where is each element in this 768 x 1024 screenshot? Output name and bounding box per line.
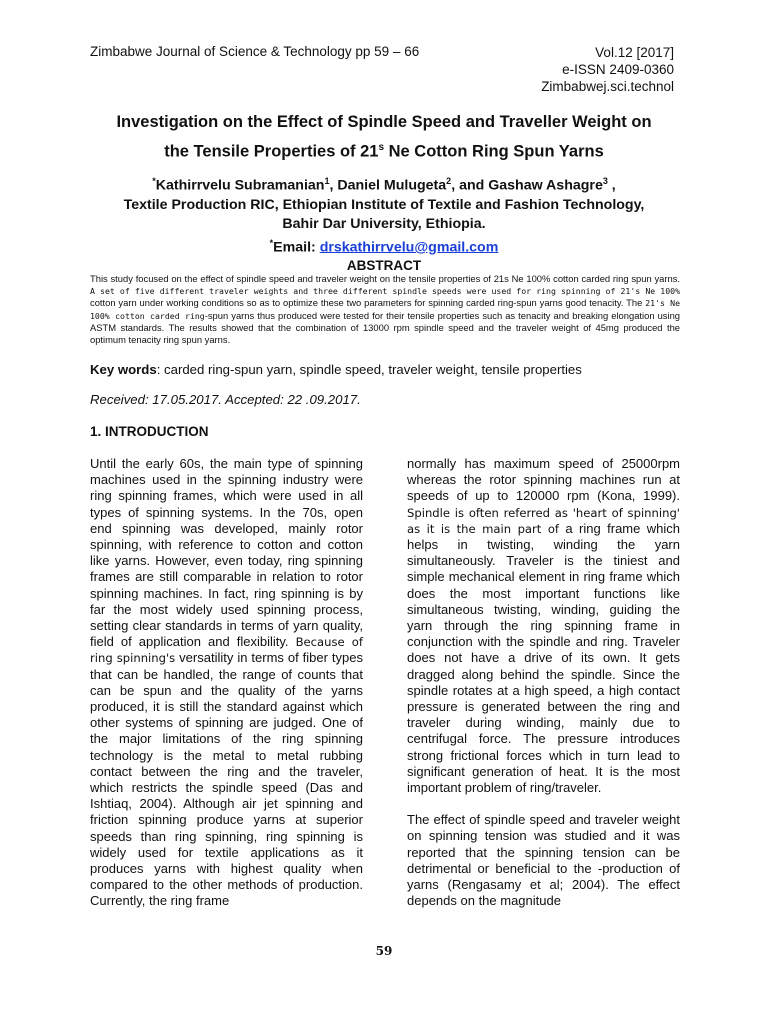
paper-title (60, 110, 708, 165)
email-mark: * (269, 237, 274, 248)
right-column (407, 456, 680, 925)
author-block (60, 172, 708, 257)
title-line-2-suffix: Ne Cotton Ring Spun Yarns (384, 142, 604, 161)
section-heading-introduction: 1. INTRODUCTION (90, 424, 209, 439)
intro-paragraph-1 (90, 456, 363, 910)
author-line-tail: , (607, 177, 616, 194)
abstract-part-5: -spun yarns thus produced were tested for their tensile properties such as tenacity and breaking elongation using ASTM standards. The results showed that the combination of 13000 rpm spindle speed and the traveler weight of 45mg produced the optimum tenacity ring spun yarns. (90, 309, 680, 345)
email-line (60, 234, 708, 258)
received-dates: Received: 17.05.2017. Accepted: 22 .09.2017. (90, 392, 361, 407)
intro-paragraph-3: The effect of spindle speed and traveler weight on spinning tension was studied and it was reported that the spinning tension can be detrimental or beneficial to the -production of yarns (Rengasamy et al; 2004). The effect depends on the magnitude (407, 812, 680, 909)
title-line-2-prefix: the Tensile Properties of 21 (164, 142, 379, 161)
page-number: 59 (375, 944, 393, 958)
intro-p1-part-a: Until the early 60s, the main type of spinning machines used in the spinning industry were ring spinning frames, which were used in all types of spinning systems. In the 70s, open end spinning was developed, mainly rotor spinning, with reference to cotton and cotton like yarns. However, even today, ring spinning frames are still comparable in relation to rotor spinning machines. In fact, ring spinning is by far the most widely used spinning process, setting clear standards in terms of yarn quality, field of application and flexibility. (90, 456, 363, 650)
abstract-part-1: This study focused on the effect of spindle speed and traveler weight on the tensile properties of 21s Ne 100% cotton carded ring spun yarns. (90, 273, 680, 284)
keywords-line (90, 362, 690, 377)
affiliation-2: Bahir Dar University, Ethiopia. (282, 215, 486, 232)
author-2: , Daniel Mulugeta (329, 177, 447, 194)
abstract-part-3: cotton yarn under working conditions so as to optimize these two parameters for spinning carded ring-spun yarns good tenacity. The (90, 297, 646, 309)
author-2-affil: 2 (446, 176, 452, 186)
author-3-affil: 3 (602, 176, 608, 186)
email-label: Email: (273, 239, 320, 256)
intro-p2-part-c: a ring frame which helps in twisting, winding the yarn simultaneously. Traveler is the tiniest and simple mechanical element in ring frame which does the most important functions like simultaneous twisting, winding, guiding the yarn through the ring spinning frame in conjunction with the spindle and ring. Traveler does not have a drive of its own. It gets dragged along behind the spindle. Since the spindle rotates at a high speed, a high contact pressure is generated between the ring and traveler during winding, mainly due to centrifugal force. The pressure introduces strong frictional forces which in turn lead to significant generation of heat. It is the most important problem of ring/traveler. (407, 520, 680, 796)
email-link[interactable]: drskathirrvelu@gmail.com (319, 239, 499, 256)
journal-site: Zimbabwej.sci.technol (541, 79, 674, 94)
corresponding-mark: * (152, 176, 156, 186)
keywords-label: Key words (90, 362, 157, 377)
volume-label: Vol.12 [2017] (595, 45, 674, 60)
abstract-heading: ABSTRACT (346, 258, 422, 273)
abstract-text (90, 273, 680, 346)
intro-p2-part-b: Spindle is often referred as 'heart of spinning' as it is the main part of (407, 505, 680, 536)
intro-p1-part-c: versatility in terms of fiber types that can be handled, the range of counts that can be spun and the quality of the yarns produced, it is still the standard against which other systems of spinning are judged. One of the major limitations of the ring spinning technology is the metal to metal rubbing contact between the ring and the traveler, which restricts the spindle speed (Das and Ishtiaq, 2004). Although air jet spinning and friction spinning produce yarns at superior speeds than ring spinning, ring spinning is widely used for textile applications as it produces yarns with highest quality when compared to the other methods of production. Currently, the ring frame (90, 650, 364, 909)
keywords-text: : carded ring-spun yarn, spindle speed, traveler weight, tensile properties (156, 362, 582, 377)
journal-header: Zimbabwe Journal of Science & Technology pp 59 – 66 (90, 44, 420, 59)
abstract-part-2: A set of five different traveler weights and three different spindle speeds were used for ring spinning of 21's Ne 100% (90, 285, 680, 296)
journal-meta (454, 44, 674, 95)
intro-paragraph-2 (407, 456, 680, 796)
author-3: , and Gashaw Ashagre (451, 177, 603, 194)
title-line-2 (60, 135, 708, 165)
intro-p1-part-b: Because of ring spinning's (90, 635, 363, 666)
intro-p2-part-a: normally has maximum speed of 25000rpm whereas the rotor spinning machines run at speeds of up to 120000 rpm (Kona, 1999). (407, 456, 680, 504)
issn-label: e-ISSN 2409-0360 (562, 62, 674, 77)
author-1: Kathirrvelu Subramanian (155, 177, 325, 194)
title-superscript: s (378, 142, 385, 153)
affiliation-1: Textile Production RIC, Ethiopian Institute of Textile and Fashion Technology, (123, 196, 645, 213)
title-line-1: Investigation on the Effect of Spindle Speed and Traveller Weight on (116, 113, 652, 131)
left-column (90, 456, 363, 926)
abstract-part-4: 21's Ne 100% cotton carded ring (90, 298, 680, 321)
author-line (60, 172, 708, 196)
author-1-affil: 1 (324, 176, 330, 186)
